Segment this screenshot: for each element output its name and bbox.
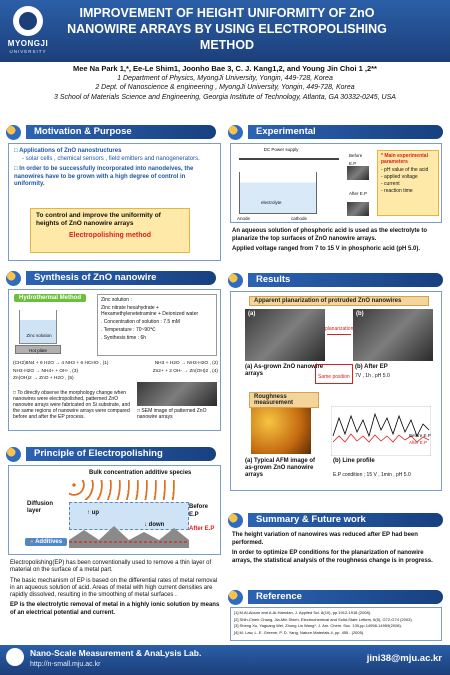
principle-p2: The basic mechanism of EP is based on the differential rates of metal removal in an aqueous solution of acid. Areas of metal with high current densities are rapidly dissolved, resulting in the smoothing of metal surfaces .: [10, 577, 218, 599]
after-ep-sem-image: [353, 309, 433, 361]
results-box: [230, 291, 442, 491]
principle-p3: EP is the electrolytic removal of metal in a highly ionic solution by means of an electrical potential and current.: [10, 602, 220, 616]
zinc-line: . Temperature : 70~90℃: [101, 327, 156, 333]
university-logo: [6, 6, 50, 58]
cathode-label: cathode: [291, 216, 308, 221]
reference-item: [4] M. Law, L. E. Greene, P. D. Yang, Nature Materials 4, pp. 455 . (2005).: [234, 629, 365, 635]
section-bullet-icon: [228, 273, 243, 288]
additives-legend: ● Additives: [25, 538, 67, 546]
poster-footer: [0, 645, 450, 675]
afm-image: [251, 408, 311, 454]
legend-before: Before E.P: [409, 433, 431, 438]
lab-url[interactable]: http://n-small.mju.ac.kr: [30, 661, 101, 668]
synthesis-heading-label: Synthesis of ZnO nanowire: [26, 271, 216, 285]
poster-header: [0, 0, 450, 62]
sem-image: [137, 382, 217, 406]
electrolyte-cell-icon: [239, 172, 317, 214]
equations: [13, 360, 218, 383]
lab-name: Nano-Scale Measurement & AnaLysis Lab.: [30, 648, 202, 658]
summary-p1: The height variation of nanowires was reduced after EP had been performed.: [232, 532, 418, 546]
authors-block: [0, 64, 450, 102]
synthesis-heading: [6, 270, 216, 286]
experimental-text: [232, 228, 442, 254]
synthesis-box: [8, 289, 221, 431]
before-label: Before E.P: [189, 504, 209, 518]
motivation-heading: [6, 124, 216, 140]
applications-body: - solar cells , chemical sensors , field emitters and nanogenerators.: [22, 155, 200, 162]
bulk-label: Bulk concentration additive species: [89, 470, 192, 476]
params-title: * Main experimental parameters: [381, 153, 428, 165]
line-profile-chart: [331, 406, 431, 456]
experimental-desc-1: An aqueous solution of phosphoric acid is used as the electrolyte to planarize the top surfaces of ZnO nanowire arrays.: [232, 228, 428, 242]
reference-item: [1] M.Al-Aloum and A.Al-Hamdan, J. Applied Sci. 8(10), pp.1912-1918 (2008).: [234, 610, 372, 615]
section-bullet-icon: [6, 271, 21, 286]
additive-particles: [69, 480, 179, 500]
zinc-line: Zinc nitrate hexahydrate + Hexamethylenetetramine + Deionized water: [101, 305, 199, 317]
planarization-label: planarization: [325, 326, 354, 332]
zinc-solution-box: [97, 294, 217, 356]
equation-1: (CH2)6N4 + 6 H2O → 4 NH3 + 6 HCHO , (1): [13, 361, 109, 366]
caption-line-profile: (b) Line profile: [333, 458, 375, 464]
zinc-title: Zinc solution :: [101, 297, 132, 303]
equation-5: Zn(OH)2 → ZnO + H2O , (5): [13, 376, 74, 381]
caption-afm: (a) Typical AFM image of as-grown ZnO nanowire arrays: [245, 458, 316, 478]
logo-subtext: UNIVERSITY: [9, 49, 47, 54]
affiliation-1: 1 Department of Physics, MyongJi University, Yongin, 449-728, Korea: [117, 74, 333, 82]
param-item: - applied voltage: [381, 174, 418, 180]
param-item: - current: [381, 181, 400, 187]
results-heading-label: Results: [248, 273, 443, 287]
poster-title: IMPROVEMENT OF HEIGHT UNIFORMITY OF ZnO NANOWIRE ARRAYS BY USING ELECTROPOLISHING METHOD: [67, 6, 387, 52]
purpose-box: [30, 208, 190, 253]
surface-profile: [69, 518, 189, 548]
before-ep-label: Before E.P: [349, 153, 363, 166]
electrolyte-label: electrolyte: [261, 200, 282, 205]
after-label: After E.P: [189, 526, 215, 532]
param-item: - pH value of the acid: [381, 167, 429, 173]
dc-label: DC Power supply: [263, 147, 299, 152]
reference-heading: [228, 589, 443, 605]
after-ep-image: [347, 202, 369, 216]
contact-email[interactable]: jini38@mju.ac.kr: [366, 653, 442, 664]
experimental-desc-2: Applied voltage ranged from 7 to 15 V in phosphoric acid (pH 5.0).: [232, 246, 421, 252]
section-bullet-icon: [228, 513, 243, 528]
equation-2: NH3 + H2O → NH3·H2O , (2): [154, 361, 218, 366]
experimental-heading: [228, 124, 443, 140]
summary-heading-label: Summary & Future work: [248, 513, 443, 527]
logo-emblem-icon: [13, 6, 43, 36]
sem-caption: □ SEM image of patterned ZnO nanowire arrays: [137, 408, 207, 420]
caption-as-grown: (a) As-grown ZnO nanowire arrays: [245, 364, 324, 377]
lab-logo-icon: [6, 648, 24, 666]
experimental-heading-label: Experimental: [248, 125, 443, 139]
summary-heading: [228, 512, 443, 528]
condition-line-profile: E.P condition ; 15 V , 1min , pH 5.0: [333, 472, 411, 478]
down-label: ↓ down: [144, 522, 165, 528]
principle-heading-label: Principle of Electropolishing: [26, 447, 216, 461]
affiliation-2: 2 Dept. of Nanoscience & engineering , MyongJi University, Yongin, 449-728, Korea: [95, 84, 355, 91]
zinc-line: . Concentration of solution : 7.5 mM: [101, 319, 180, 325]
reference-item: [3] Sheng Xu, Yaguang Wei, Zhong Lin Wang*, J. Am. Chem. Soc. 130,pp.14958-14959(2008).: [234, 623, 402, 628]
experimental-box: [230, 143, 442, 223]
principle-heading: [6, 446, 216, 462]
param-item: - reaction time: [381, 188, 413, 194]
summary-text: [232, 532, 442, 565]
after-ep-label: After E.P: [349, 191, 368, 196]
as-grown-sem-image: [245, 309, 325, 361]
condition-after-ep: 7V , 1h , pH 5.0: [355, 373, 390, 379]
summary-p2: In order to optimize EP conditions for the planarization of nanowire arrays, the statistical analysis of the roughness change is in progress.: [232, 550, 433, 564]
planarization-bar: Apparent planarization of protruded ZnO nanowires: [249, 296, 429, 306]
motivation-heading-label: Motivation & Purpose: [26, 125, 216, 139]
hydrothermal-label: Hydrothermal Method: [14, 294, 86, 302]
principle-p1: Electropolishing(EP) has been conventionally used to remove a thin layer of material on the surface of a metal part.: [10, 560, 212, 574]
principle-diagram-box: [8, 465, 221, 555]
solution-label: Zinc solution: [26, 333, 52, 338]
section-bullet-icon: [228, 590, 243, 605]
author-names: Mee Na Park 1,*, Ee-Le Shim1, Joonho Bae 3, C. J. Kang1,2, and Young Jin Choi 1 ,2**: [73, 64, 377, 73]
same-position-badge: Same position: [315, 364, 353, 384]
panel-b-label: (b): [356, 311, 364, 317]
affiliation-3: 3 School of Materials Science and Engineering, Georgia Institute of Technology, Atlanta, GA 30332-0245, USA: [54, 93, 396, 101]
before-ep-image: [347, 166, 369, 180]
roughness-bar: Roughness measurement: [249, 392, 319, 408]
method-text: Electropolishing method: [68, 232, 152, 239]
anode-label: Anode: [237, 216, 251, 221]
reference-box: [230, 607, 442, 641]
reference-item: [2] Shih-Chieh Chang, Jia-Min Shieh, Electrochemical and Solid-State Letters, 6(5), G72-G74 (2003).: [234, 616, 413, 622]
section-bullet-icon: [228, 125, 243, 140]
panel-a-label: (a): [248, 311, 256, 317]
up-label: ↑ up: [87, 510, 100, 516]
equation-4: Zn2+ + 2 OH- → Zn(OH)2 , (4): [152, 368, 218, 374]
logo-text: MYONGJI: [7, 39, 49, 48]
legend-after: After E.P: [409, 440, 428, 445]
parameters-box: [377, 150, 439, 216]
purpose-text: To control and improve the uniformity of heights of ZnO nanowire arrays: [36, 212, 161, 227]
zinc-line: . Synthesis time : 6h: [101, 335, 147, 341]
reference-heading-label: Reference: [248, 590, 443, 604]
synthesis-note: □ To directly observe the morphology change when nanowires were electropolished, patterned ZnO nanowire arrays were fabricated on Si substrate, and the same regions of nanowire arrays were compared before and after the EP process.: [13, 390, 131, 420]
diffusion-label: Diffusion layer: [27, 501, 53, 514]
hotplate-label: Hot plate: [28, 348, 47, 353]
arrow-line: [327, 334, 351, 335]
section-bullet-icon: [6, 447, 21, 462]
caption-after-ep: (b) After EP: [355, 364, 388, 370]
uniformity-paragraph: □ In order to be successfully incorporated into nanodeives, the nanowires have to be grown with a high degree of control in uniformity.: [14, 166, 194, 187]
applications-title: □ Applications of ZnO nanostructures: [14, 148, 122, 154]
wire: [239, 158, 339, 160]
principle-text: [10, 560, 220, 617]
equation-3: NH3·H2O → NH4+ + OH- , (3): [13, 368, 79, 374]
section-bullet-icon: [6, 125, 21, 140]
results-heading: [228, 272, 443, 288]
